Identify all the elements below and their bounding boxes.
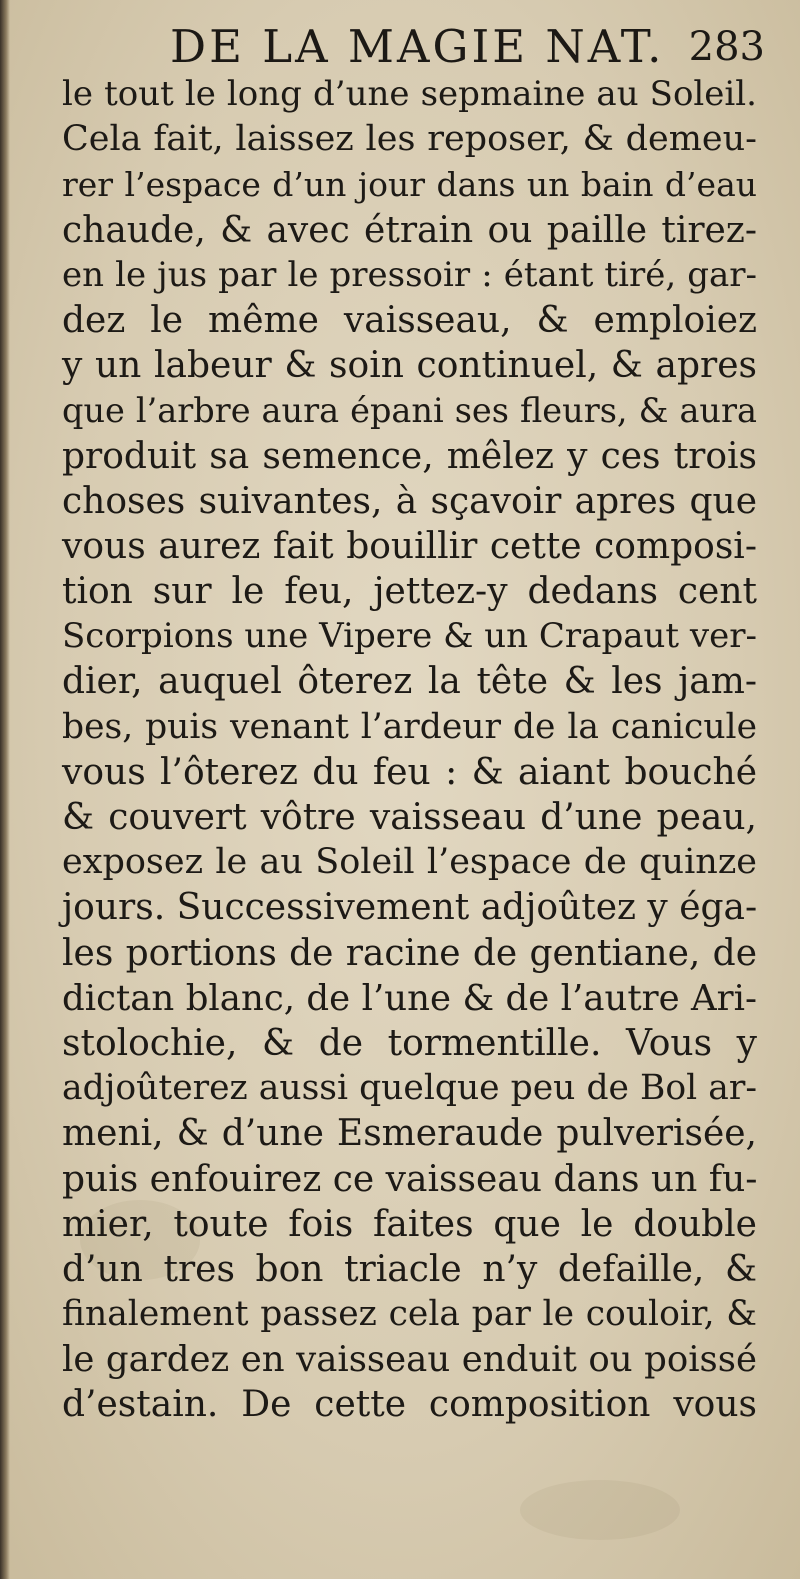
- body-text: [62, 72, 757, 1428]
- text-line: vous aurez fait bouillir cette composi-: [62, 525, 757, 567]
- text-line: d’un tres bon triacle n’y defaille, &: [62, 1248, 757, 1290]
- text-line: Scorpions une Vipere & un Crapaut ver-: [62, 616, 757, 657]
- text-line: que l’arbre aura épani ses fleurs, & aura: [62, 391, 757, 431]
- text-line: rer l’espace d’un jour dans un bain d’eau: [62, 165, 757, 205]
- text-line: exposez le au Soleil l’espace de quinze: [62, 842, 757, 883]
- text-line: jours. Successivement adjoûtez y éga-: [62, 887, 758, 929]
- text-line: le gardez en vaisseau enduit ou poissé: [62, 1339, 757, 1381]
- text-line: vous l’ôterez du feu : & aiant bouché: [62, 751, 757, 793]
- text-line: d’estain. De cette composition vous: [62, 1384, 757, 1426]
- page-number: 283: [688, 24, 765, 70]
- text-line: produit sa semence, mêlez y ces trois: [62, 435, 757, 477]
- text-line: finalement passez cela par le couloir, &: [62, 1294, 757, 1335]
- text-line: adjoûterez aussi quelque peu de Bol ar-: [62, 1068, 757, 1109]
- page-header: [150, 12, 770, 72]
- text-line: puis enfouirez ce vaisseau dans un fu-: [62, 1158, 758, 1200]
- text-line: chaude, & avec étrain ou paille tirez-: [62, 209, 757, 251]
- text-line: dictan blanc, de l’une & de l’autre Ari-: [62, 977, 757, 1019]
- text-line: bes, puis venant l’ardeur de la canicule: [62, 706, 757, 747]
- running-title: DE LA MAGIE NAT.: [170, 20, 665, 73]
- text-line: & couvert vôtre vaisseau d’une peau,: [62, 797, 757, 838]
- text-line: le tout le long d’une sepmaine au Soleil.: [62, 74, 757, 114]
- text-line: mier, toute fois faites que le double: [62, 1203, 757, 1245]
- paper-stain: [520, 1480, 680, 1540]
- text-line: Cela fait, laissez les reposer, & demeu-: [62, 119, 757, 160]
- text-line: en le jus par le pressoir : étant tiré, gar-: [62, 254, 757, 295]
- text-line: choses suivantes, à sçavoir apres que: [62, 480, 757, 522]
- page-binding-edge: [0, 0, 10, 1579]
- text-line: meni, & d’une Esmeraude pulverisée,: [62, 1113, 757, 1155]
- text-line: dez le même vaisseau, & emploiez: [62, 299, 757, 341]
- text-line: stolochie, & de tormentille. Vous y: [62, 1022, 757, 1064]
- text-line: tion sur le feu, jettez-y dedans cent: [62, 571, 757, 613]
- text-line: y un labeur & soin continuel, & apres: [62, 345, 757, 387]
- text-line: les portions de racine de gentiane, de: [62, 932, 757, 974]
- text-line: dier, auquel ôterez la tête & les jam-: [62, 661, 757, 703]
